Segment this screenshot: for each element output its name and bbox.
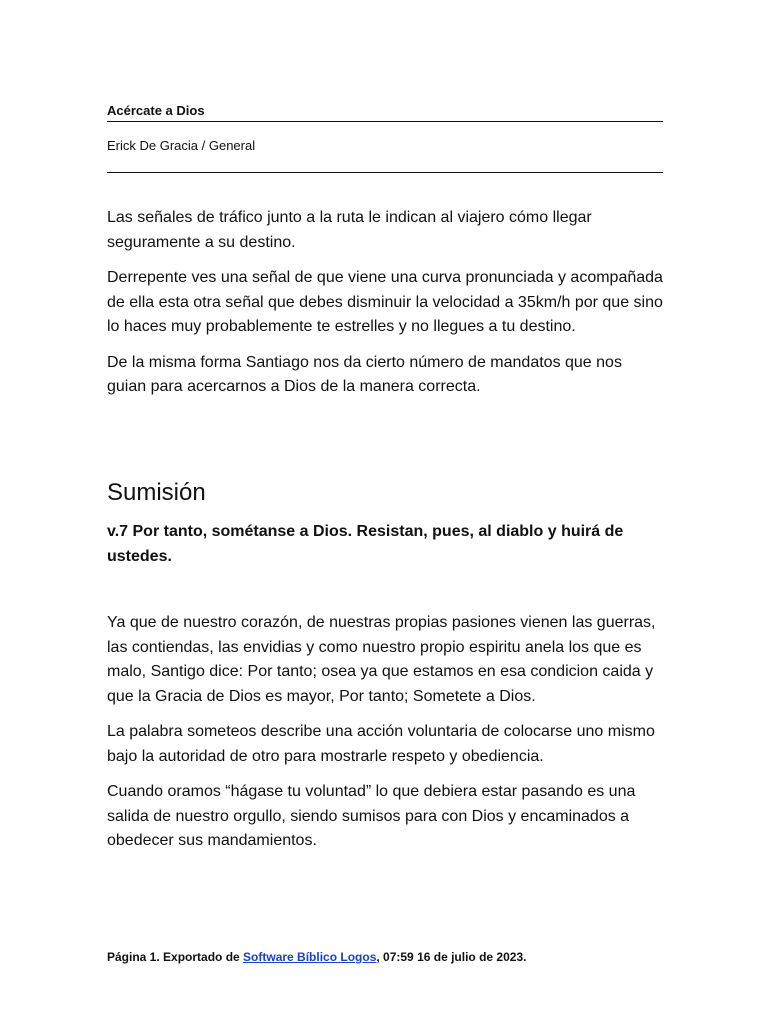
section-body bbox=[107, 611, 663, 865]
paragraph: La palabra someteos describe una acción voluntaria de colocarse uno mismo bajo la autoridad de otro para mostrarle respeto y obediencia. bbox=[107, 723, 655, 765]
author-category: Erick De Gracia / General bbox=[107, 137, 663, 173]
document-title: Acércate a Dios bbox=[107, 102, 663, 122]
logos-software-link[interactable]: Software Bíblico Logos bbox=[243, 950, 377, 964]
footer-prefix: Página 1. Exportado de bbox=[107, 950, 244, 964]
footer-suffix: , 07:59 16 de julio de 2023. bbox=[376, 950, 527, 964]
paragraph: Cuando oramos “hágase tu voluntad” lo que debiera estar pasando es una salida de nuestro orgullo, siendo sumisos para con Dios y encaminados a obedecer sus mandamientos. bbox=[107, 783, 636, 849]
section-heading: Sumisión bbox=[107, 479, 206, 506]
paragraph: De la misma forma Santiago nos da cierto número de mandatos que nos guian para acercarnos a Dios de la manera correcta. bbox=[107, 353, 622, 395]
paragraph: Derrepente ves una señal de que viene una curva pronunciada y acompañada de ella esta otra señal que debes disminuir la velocidad a 35km/h por que sino lo haces muy probablemente te estrelles y no llegues a tu destino. bbox=[107, 269, 663, 335]
paragraph: Ya que de nuestro corazón, de nuestras propias pasiones vienen las guerras, las contiendas, las envidias y como nuestro propio espiritu anela los que es malo, Santigo dice: Por tanto; osea ya que estamos en esa condicion caida y que la Gracia de Dios es mayor, Por tanto; Sometete a Dios. bbox=[107, 614, 656, 705]
paragraph: Las señales de tráfico junto a la ruta le indican al viajero cómo llegar seguramente a su destino. bbox=[107, 209, 592, 251]
verse-text: v.7 Por tanto, sométanse a Dios. Resistan, pues, al diablo y huirá de ustedes. bbox=[107, 523, 624, 565]
intro-section bbox=[107, 206, 663, 411]
page-footer bbox=[107, 948, 707, 966]
